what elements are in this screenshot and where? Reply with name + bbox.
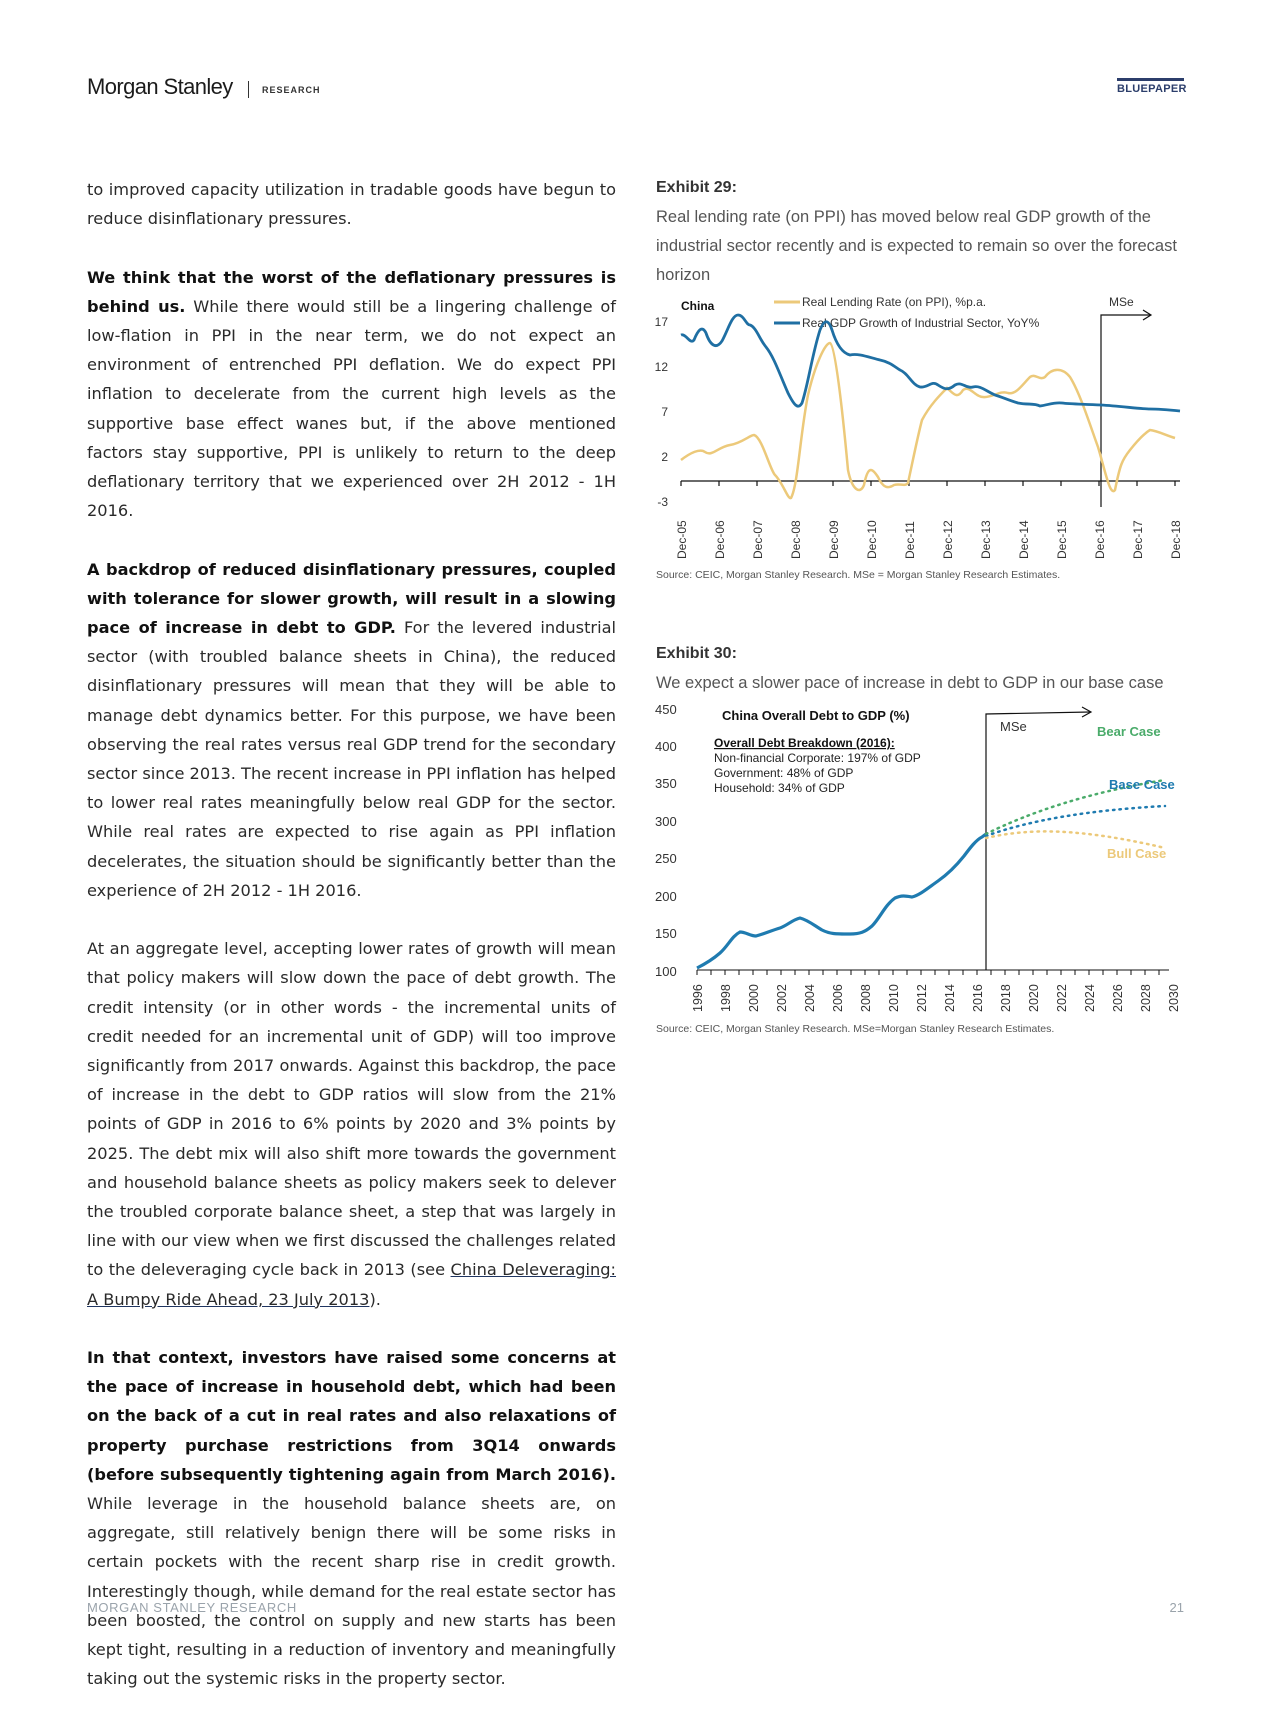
- svg-text:17: 17: [654, 315, 668, 329]
- x-axis-labels: [691, 984, 1181, 1012]
- svg-text:2018: 2018: [999, 984, 1013, 1012]
- svg-text:2024: 2024: [1083, 984, 1097, 1012]
- bluepaper-tag: BLUEPAPER: [1117, 83, 1187, 95]
- paragraph-5-lead: In that context, investors have raised some concerns at the pace of increase in household debt, which had been on the back of a cut in real rates and also relaxations of property purchase restrictions from 3Q14 onwards (before subsequently tightening again from March 2016).: [87, 1348, 616, 1484]
- svg-text:2030: 2030: [1167, 984, 1181, 1012]
- breakdown-title: Overall Debt Breakdown (2016):: [714, 736, 895, 750]
- svg-text:Dec-06: Dec-06: [713, 520, 727, 559]
- svg-text:150: 150: [655, 926, 677, 941]
- svg-text:300: 300: [655, 814, 677, 829]
- svg-text:2022: 2022: [1055, 984, 1069, 1012]
- y-axis-labels: [655, 702, 677, 979]
- svg-text:2014: 2014: [943, 984, 957, 1012]
- paragraph-5: In that context, investors have raised some concerns at the pace of increase in household debt, which had been on the back of a cut in real rates and also relaxations of property purchase restrictions from 3Q14 onwards (before subsequently tightening again from March 2016). While leverage in the household balance sheets are, on aggregate, still relatively benign there will be some risks in certain pockets with the recent sharp rise in credit growth. Interestingly though, while demand for the real estate sector has been boosted, the control on supply and new starts has been kept tight, resulting in a reduction of inventory and meaningfully taking out the systemic risks in the property sector.: [87, 1348, 616, 1689]
- svg-text:Dec-14: Dec-14: [1017, 520, 1031, 559]
- svg-text:-3: -3: [657, 495, 668, 509]
- exhibit-29-subtitle: Real lending rate (on PPI) has moved below real GDP growth of the industrial sector recently and is expected to remain so over the forecast horizon: [656, 208, 1177, 284]
- body-text: [87, 175, 616, 1723]
- series-base-case: [986, 806, 1165, 836]
- breakdown-government: Government: 48% of GDP: [714, 766, 854, 780]
- exhibit-30-source: Source: CEIC, Morgan Stanley Research. MSe=Morgan Stanley Research Estimates.: [656, 1023, 1055, 1035]
- base-case-label: Base Case: [1109, 777, 1175, 792]
- svg-text:2002: 2002: [775, 984, 789, 1012]
- legend-lending: Real Lending Rate (on PPI), %p.a.: [802, 295, 987, 309]
- svg-text:2000: 2000: [747, 984, 761, 1012]
- svg-text:Dec-10: Dec-10: [865, 520, 879, 559]
- chart-title: China Overall Debt to GDP (%): [722, 708, 910, 723]
- svg-text:100: 100: [655, 964, 677, 979]
- mse-label: MSe: [1109, 295, 1134, 309]
- svg-text:Dec-12: Dec-12: [941, 520, 955, 559]
- svg-text:1998: 1998: [719, 984, 733, 1012]
- exhibit-30-chart: [650, 700, 1195, 1020]
- svg-text:400: 400: [655, 739, 677, 754]
- exhibit-29-title: Exhibit 29:: [656, 179, 737, 196]
- y-axis-labels: [655, 315, 669, 509]
- chart-region-label: China: [681, 299, 715, 313]
- svg-text:7: 7: [661, 405, 668, 419]
- paragraph-2: We think that the worst of the deflationary pressures is behind us. While there would still be a lingering challenge of low-flation in PPI in the near term, we do not expect an environment of entrenched PPI deflation. We do expect PPI inflation to decelerate from the current high levels as the supportive base effect wanes but, if the above mentioned factors stay supportive, PPI is unlikely to return to the deep deflationary territory that we experienced over 2H 2012 - 1H 2016.: [87, 267, 616, 521]
- paragraph-4: At an aggregate level, accepting lower rates of growth will mean that policy makers will slow down the pace of debt growth. The credit intensity (or in other words - the incremental units of credit needed for an incremental unit of GDP) will too improve significantly from 2017 onwards. Against this backdrop, the pace of increase in the debt to GDP ratios will slow from the 21% points of GDP in 2016 to 6% points by 2020 and 3% points by 2025. The debt mix will also shift more towards the government and household balance sheets as policy makers seek to delever the troubled corporate balance sheet, a step that was largely in line with our view when we first discussed the challenges related to the deleveraging cycle back in 2013 (see China Deleveraging: A Bumpy Ride Ahead, 23 July 2013).: [87, 939, 617, 1309]
- svg-text:2010: 2010: [887, 984, 901, 1012]
- svg-text:450: 450: [655, 702, 677, 717]
- bluepaper-bar: [1117, 78, 1184, 81]
- svg-text:1996: 1996: [691, 984, 705, 1012]
- svg-text:350: 350: [655, 776, 677, 791]
- svg-text:2008: 2008: [859, 984, 873, 1012]
- paragraph-2-lead: We think that the worst of the deflationary pressures is behind us.: [87, 267, 616, 316]
- svg-text:200: 200: [655, 889, 677, 904]
- svg-text:2026: 2026: [1111, 984, 1125, 1012]
- svg-text:2020: 2020: [1027, 984, 1041, 1012]
- exhibit-29-source: Source: CEIC, Morgan Stanley Research. MSe = Morgan Stanley Research Estimates.: [656, 569, 1061, 581]
- paragraph-1: to improved capacity utilization in tradable goods have begun to reduce disinflationary pressures.: [87, 180, 616, 229]
- exhibit-30-title: Exhibit 30:: [656, 645, 737, 662]
- brand-subtitle: RESEARCH: [262, 85, 321, 95]
- svg-text:Dec-16: Dec-16: [1093, 520, 1107, 559]
- paragraph-3-lead: A backdrop of reduced disinflationary pressures, coupled with tolerance for slower growth, will result in a slowing pace of increase in debt to GDP.: [87, 559, 616, 638]
- breakdown-household: Household: 34% of GDP: [714, 781, 845, 795]
- svg-text:2016: 2016: [971, 984, 985, 1012]
- breakdown-corporate: Non-financial Corporate: 197% of GDP: [714, 751, 921, 765]
- svg-text:250: 250: [655, 851, 677, 866]
- svg-text:Dec-13: Dec-13: [979, 520, 993, 559]
- svg-text:Dec-07: Dec-07: [751, 520, 765, 559]
- svg-text:Dec-09: Dec-09: [827, 520, 841, 559]
- svg-text:Dec-11: Dec-11: [903, 521, 917, 559]
- legend-gdp: Real GDP Growth of Industrial Sector, YoY%: [802, 316, 1040, 330]
- svg-text:12: 12: [654, 360, 668, 374]
- brand-logo: Morgan Stanley: [87, 74, 233, 99]
- svg-text:Dec-08: Dec-08: [789, 520, 803, 559]
- svg-text:2: 2: [661, 450, 668, 464]
- x-axis-labels: [675, 520, 1183, 559]
- svg-text:Dec-17: Dec-17: [1131, 520, 1145, 559]
- svg-text:2006: 2006: [831, 984, 845, 1012]
- bull-case-label: Bull Case: [1107, 846, 1167, 861]
- svg-text:2004: 2004: [803, 984, 817, 1012]
- svg-text:Dec-05: Dec-05: [675, 520, 689, 559]
- svg-text:2028: 2028: [1139, 984, 1153, 1012]
- svg-text:Dec-18: Dec-18: [1169, 520, 1183, 559]
- exhibit-30-subtitle: We expect a slower pace of increase in debt to GDP in our base case: [656, 674, 1164, 692]
- footer-label: MORGAN STANLEY RESEARCH: [87, 1600, 297, 1615]
- exhibit-29-chart: [650, 285, 1190, 565]
- brand-divider: [248, 81, 249, 98]
- page-number: 21: [1169, 1600, 1184, 1615]
- x-axis-ticks: [697, 970, 1159, 975]
- bear-case-label: Bear Case: [1097, 724, 1161, 739]
- svg-text:Dec-15: Dec-15: [1055, 520, 1069, 559]
- svg-text:2012: 2012: [915, 984, 929, 1012]
- paragraph-3: A backdrop of reduced disinflationary pressures, coupled with tolerance for slower growth, will result in a slowing pace of increase in debt to GDP. For the levered industrial sector (with troubled balance sheets in China), the reduced disinflationary pressures will mean that they will be able to manage debt dynamics better. For this purpose, we have been observing the real rates versus real GDP trend for the secondary sector since 2013. The recent increase in PPI inflation has helped to lower real rates meaningfully below real GDP for the sector. While real rates are expected to rise again as PPI inflation decelerates, the situation should be significantly better than the experience of 2H 2012 - 1H 2016.: [87, 559, 616, 900]
- report-link[interactable]: China Deleveraging: A Bumpy Ride Ahead, 23 July 2013: [87, 1260, 617, 1309]
- mse-label: MSe: [1000, 719, 1027, 734]
- series-actual-debt: [697, 834, 986, 968]
